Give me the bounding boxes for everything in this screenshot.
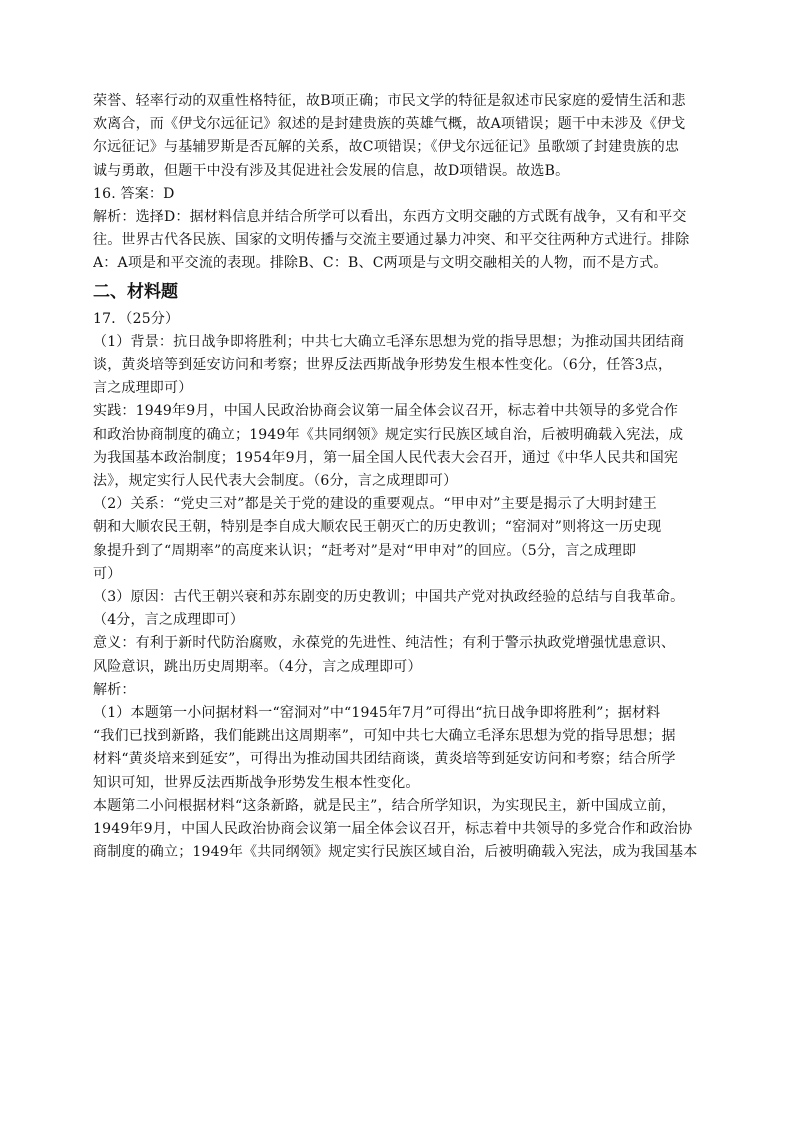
text-line: （4分，言之成理即可） bbox=[93, 612, 245, 629]
text-line: （3）原因：古代王朝兴衰和苏东剧变的历史教训；中国共产党对执政经验的总结与自我革命。 bbox=[93, 589, 685, 606]
section-heading: 二、材料题 bbox=[93, 281, 178, 302]
text-line: 知识可知，世界反法西斯战争形势发生根本性变化。 bbox=[93, 774, 420, 791]
text-line: （1）本题第一小问据材料一“窑洞对”中“1945年7月”可得出“抗日战争即将胜利”；据材料 bbox=[93, 705, 661, 722]
text-line: 法》，规定实行人民代表大会制度。（6分，言之成理即可） bbox=[93, 473, 458, 490]
question-number: 17．（25分） bbox=[93, 310, 180, 327]
text-line: 意义：有利于新时代防治腐败，永葆党的先进性、纯洁性；有利于警示执政党增强忧患意识、 bbox=[93, 635, 676, 652]
text-line: 尔远征记》与基辅罗斯是否瓦解的关系，故C项错误；《伊戈尔远征记》虽歌颂了封建贵族的忠 bbox=[93, 139, 680, 156]
answer-16 bbox=[93, 183, 699, 276]
answer-17 bbox=[93, 308, 699, 865]
text-line: 实践：1949年9月，中国人民政治协商会议第一届全体会议召开，标志着中共领导的多党合作 bbox=[93, 403, 679, 420]
text-line: 朝和大顺农民王朝，特别是李自成大顺农民王朝灭亡的历史教训；“窑洞对”则将这一历史现 bbox=[93, 519, 662, 536]
text-line: 荣誉、轻率行动的双重性格特征，故B项正确；市民文学的特征是叙述市民家庭的爱情生活和悲 bbox=[93, 93, 686, 109]
text-line: 言之成理即可） bbox=[93, 380, 193, 397]
text-line: （1）背景：抗日战争即将胜利；中共七大确立毛泽东思想为党的指导思想；为推动国共团结商 bbox=[93, 333, 685, 350]
text-line: 1949年9月，中国人民政治协商会议第一届全体会议召开，标志着中共领导的多党合作和政治协 bbox=[93, 821, 693, 838]
text-line: 诚与勇敢，但题干中没有涉及其促进社会发展的信息，故D项错误。故选B。 bbox=[93, 162, 570, 179]
analysis-label: 解析： bbox=[93, 681, 136, 698]
text-line: 为我国基本政治制度；1954年9月，第一届全国人民代表大会召开，通过《中华人民共和国宪 bbox=[93, 449, 679, 466]
text-line: （2）关系：“党史三对”都是关于党的建设的重要观点。“甲申对”主要是揭示了大明封建王 bbox=[93, 496, 657, 513]
text-line: 解析：选择D：据材料信息并结合所学可以看出，东西方文明交融的方式既有战争，又有和平交 bbox=[93, 209, 687, 226]
answer-15-tail bbox=[93, 90, 699, 183]
text-line: A：A项是和平交流的表现。排除B、C：B、C两项是与文明交融相关的人物，而不是方式。 bbox=[93, 255, 668, 272]
text-line: 本题第二小问根据材料“这条新路，就是民主”，结合所学知识，为实现民主，新中国成立前， bbox=[93, 797, 676, 814]
text-line: “我们已找到新路，我们能跳出这周期率”，可知中共七大确立毛泽东思想为党的指导思想；据 bbox=[93, 728, 676, 745]
document-body bbox=[93, 90, 699, 865]
text-line: 谈，黄炎培等到延安访问和考察；世界反法西斯战争形势发生根本性变化。（6分，任答3点， bbox=[93, 357, 673, 374]
text-line: 象提升到了“周期率”的高度来认识；“赶考对”是对“甲申对”的回应。（5分，言之成理即 bbox=[93, 542, 637, 559]
text-line: 往。世界古代各民族、国家的文明传播与交流主要通过暴力冲突、和平交往两种方式进行。排除 bbox=[93, 232, 690, 249]
text-line: 欢离合，而《伊戈尔远征记》叙述的是封建贵族的英雄气概，故A项错误；题干中未涉及《伊戈 bbox=[93, 116, 686, 133]
text-line: 商制度的确立；1949年《共同纲领》规定实行民族区域自治，后被明确载入宪法，成为我国基本 bbox=[93, 844, 698, 861]
answer-label: 16. 答案：D bbox=[93, 185, 175, 202]
text-line: 可） bbox=[93, 565, 122, 582]
text-line: 材料“黄炎培来到延安”，可得出为推动国共团结商谈，黄炎培等到延安访问和考察；结合所学 bbox=[93, 751, 676, 768]
text-line: 和政治协商制度的确立；1949年《共同纲领》规定实行民族区域自治，后被明确载入宪法，成 bbox=[93, 426, 684, 443]
text-line: 风险意识，跳出历史周期率。（4分，言之成理即可） bbox=[93, 658, 422, 675]
